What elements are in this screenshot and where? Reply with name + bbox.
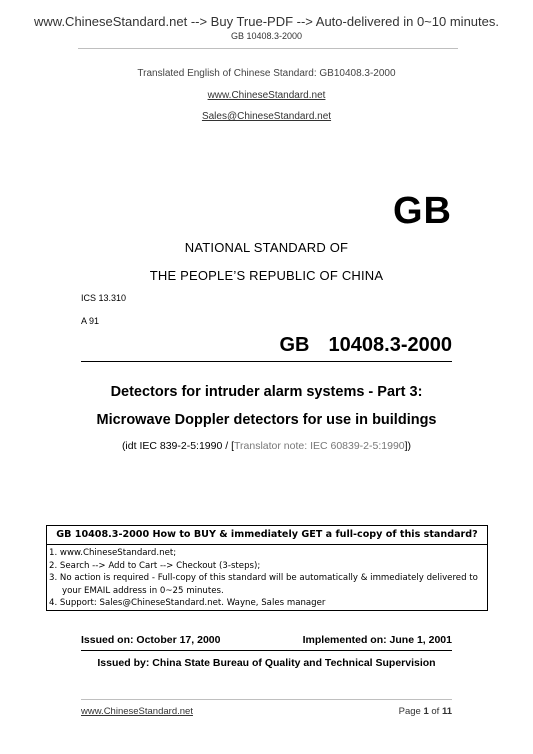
page-current: 1 [423, 706, 429, 717]
purchase-box-divider [47, 544, 487, 545]
translated-notice: Translated English of Chinese Standard: GB10408.3-2000 [137, 68, 396, 79]
document-title-line2: Microwave Doppler detectors for use in buildings [96, 412, 437, 428]
email-link[interactable]: Sales@ChineseStandard.net [201, 111, 332, 122]
footer-divider [81, 699, 452, 700]
national-standard-line: NATIONAL STANDARD OF [184, 240, 349, 255]
footer-website-link[interactable]: www.ChineseStandard.net [81, 706, 193, 717]
top-banner: www.ChineseStandard.net --> Buy True-PDF --> Auto-delivered in 0~10 minutes. [34, 14, 499, 29]
translator-note: Translator note: IEC 60839-2-5:1990 [234, 440, 405, 452]
header-divider [78, 48, 458, 49]
purchase-step-3-continued: your EMAIL address in 0~25 minutes. [62, 585, 224, 596]
page-indicator [399, 706, 452, 717]
purchase-step-1: 1. www.ChineseStandard.net; [49, 548, 177, 558]
issue-divider [81, 650, 452, 651]
standard-number: GB 10408.3-2000 [279, 334, 452, 356]
page-label: Page [398, 706, 424, 717]
header-standard-code: GB 10408.3-2000 [230, 31, 303, 41]
purchase-step-4: 4. Support: Sales@ChineseStandard.net. Wayne, Sales manager [49, 598, 326, 608]
republic-line: THE PEOPLE’S REPUBLIC OF CHINA [149, 268, 384, 283]
purchase-info-box [46, 525, 488, 611]
idt-prefix: (idt IEC 839-2-5:1990 / [ [121, 440, 234, 452]
purchase-step-3: 3. No action is required - Full-copy of this standard will be automatically & immediately delivered to [49, 573, 478, 583]
ics-code: ICS 13.310 [81, 293, 127, 303]
implemented-on-date: Implemented on: June 1, 2001 [302, 634, 452, 646]
page-total: 11 [441, 706, 452, 717]
website-link[interactable]: www.ChineseStandard.net [207, 90, 326, 101]
issuing-authority: Issued by: China State Bureau of Quality and Technical Supervision [97, 657, 436, 669]
page-of: of [428, 706, 442, 717]
issued-on-date: Issued on: October 17, 2000 [81, 634, 221, 646]
purchase-steps-list [49, 547, 485, 610]
title-divider [81, 361, 452, 362]
purchase-step-2: 2. Search --> Add to Cart --> Checkout (3-steps); [49, 560, 261, 571]
gb-mark: GB [393, 190, 452, 232]
equivalence-note [0, 440, 533, 452]
document-title-line1: Detectors for intruder alarm systems - Part 3: [110, 384, 423, 400]
purchase-box-title: GB 10408.3-2000 How to BUY & immediately GET a full-copy of this standard? [56, 529, 478, 540]
idt-suffix: ]) [404, 440, 412, 452]
classification-code: A 91 [81, 316, 100, 326]
